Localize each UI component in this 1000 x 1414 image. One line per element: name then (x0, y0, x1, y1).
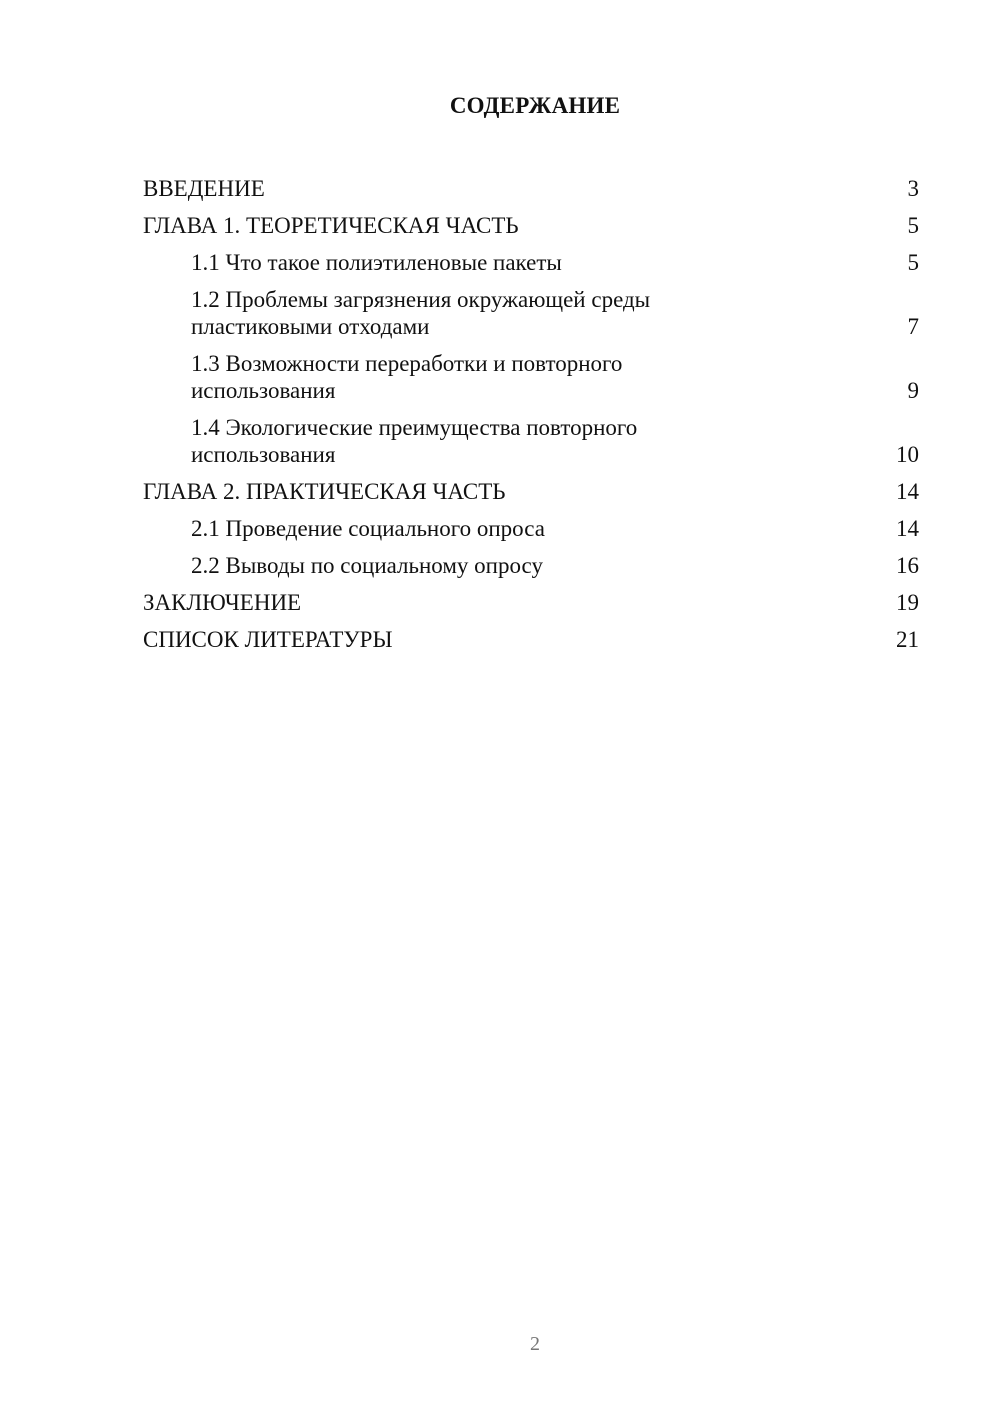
toc-entry-page: 21 (896, 627, 919, 652)
toc-entry-section-1-2[interactable] (143, 279, 919, 343)
toc-entry-chapter-1[interactable] (143, 205, 919, 242)
toc-entry-page: 5 (907, 250, 919, 275)
toc-entry-section-2-1[interactable] (143, 508, 919, 545)
toc-entry-title: ГЛАВА 2. ПРАКТИЧЕСКАЯ ЧАСТЬ (143, 479, 506, 504)
toc-entry-title: ГЛАВА 1. ТЕОРЕТИЧЕСКАЯ ЧАСТЬ (143, 213, 519, 238)
toc-entry-title: СПИСОК ЛИТЕРАТУРЫ (143, 627, 393, 652)
toc-entry-title: 2.1 Проведение социального опроса (191, 516, 545, 541)
toc-entry-title: 1.4 Экологические преимущества повторного использования (191, 415, 638, 467)
toc-entry-page: 14 (896, 516, 919, 541)
toc-entry-page: 7 (907, 314, 919, 339)
toc-entry-page: 14 (896, 479, 919, 504)
toc-entry-introduction[interactable] (143, 168, 919, 205)
toc-entry-title: ЗАКЛЮЧЕНИЕ (143, 590, 302, 615)
table-of-contents (143, 168, 919, 656)
toc-entry-page: 9 (907, 378, 919, 403)
toc-entry-title: 1.3 Возможности переработки и повторного использования (191, 351, 623, 403)
toc-entry-page: 5 (907, 213, 919, 238)
toc-entry-title: 1.2 Проблемы загрязнения окружающей среды пластиковыми отходами (191, 287, 651, 339)
toc-entry-title: ВВЕДЕНИЕ (143, 176, 265, 201)
toc-entry-page: 16 (896, 553, 919, 578)
toc-entry-section-2-2[interactable] (143, 545, 919, 582)
toc-entry-page: 19 (896, 590, 919, 615)
toc-entry-title: 1.1 Что такое полиэтиленовые пакеты (191, 250, 562, 275)
toc-entry-page: 3 (907, 176, 919, 201)
toc-entry-references[interactable] (143, 619, 919, 656)
toc-entry-chapter-2[interactable] (143, 471, 919, 508)
toc-entry-conclusion[interactable] (143, 582, 919, 619)
toc-entry-title: 2.2 Выводы по социальному опросу (191, 553, 543, 578)
toc-entry-section-1-1[interactable] (143, 242, 919, 279)
toc-entry-section-1-3[interactable] (143, 343, 919, 407)
toc-entry-page: 10 (896, 442, 919, 467)
page-title: СОДЕРЖАНИЕ (449, 93, 621, 118)
toc-entry-section-1-4[interactable] (143, 407, 919, 471)
page-number: 2 (530, 1333, 540, 1355)
